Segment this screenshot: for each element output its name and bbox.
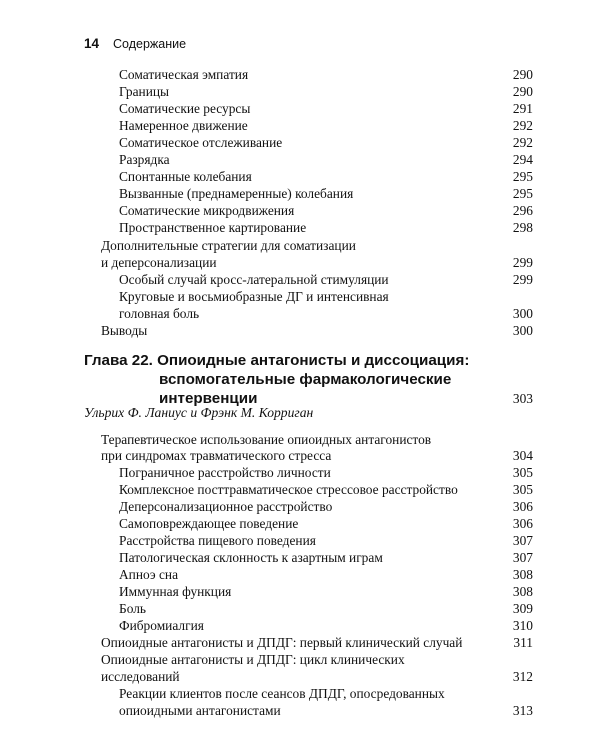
toc-entry-page: 305: [512, 482, 533, 497]
toc-entry-page: 312: [512, 669, 533, 684]
toc-entry-text: Намеренное движение: [119, 118, 248, 133]
chapter-authors: Ульрих Ф. Ланиус и Фрэнк М. Корриган: [84, 405, 314, 420]
toc-entry-page: 308: [512, 584, 533, 599]
toc-entry-page: 300: [512, 323, 533, 338]
toc-entry-page: 307: [512, 550, 533, 565]
toc-entry-text: Разрядка: [119, 152, 170, 167]
toc-entry-text: Границы: [119, 84, 170, 99]
toc-entry-text: Иммунная функция: [119, 584, 232, 599]
toc-entry-page: 299: [512, 272, 533, 287]
toc-entry-page: 308: [512, 567, 533, 582]
toc-entry-page: 309: [512, 601, 533, 616]
toc-entry-page: 295: [512, 186, 533, 201]
toc-entry-text: Соматическое отслеживание: [119, 135, 283, 150]
toc-entry-page: 290: [512, 67, 533, 82]
toc-entry-text: Апноэ сна: [119, 567, 179, 582]
page-number: 14: [84, 36, 100, 51]
chapter-title-line-1: Глава 22. Опиоидные антагонисты и диссоциация:: [84, 352, 470, 369]
toc-entry-page: 291: [512, 101, 533, 116]
running-title: Содержание: [113, 37, 187, 51]
toc-entry-page: 290: [512, 84, 533, 99]
toc-entry-page: 306: [512, 499, 533, 514]
toc-entry-text: Выводы: [101, 323, 148, 338]
toc-entry-page: 310: [512, 618, 533, 633]
toc-entry-text: Боль: [119, 601, 146, 616]
toc-entry-text: Фибромиалгия: [119, 618, 204, 633]
toc-entry-text: Особый случай кросс-латеральной стимуляции: [119, 272, 389, 287]
toc-entry-text: Деперсонализационное расстройство: [119, 499, 333, 514]
toc-entry-text: Круговые и восьмиобразные ДГ и интенсивная: [119, 289, 389, 304]
toc-entry-text: Реакции клиентов после сеансов ДПДГ, опосредованных: [119, 686, 445, 701]
chapter-title-line-3: интервенции: [159, 390, 258, 407]
toc-entry-text: Терапевтическое использование опиоидных антагонистов: [101, 432, 432, 447]
toc-entry-text: головная боль: [119, 306, 200, 321]
toc-entry-text: Вызванные (преднамеренные) колебания: [119, 186, 354, 201]
chapter-page: 303: [512, 391, 533, 406]
toc-entry-text: Соматические ресурсы: [119, 101, 251, 116]
toc-entry-text: Спонтанные колебания: [119, 169, 252, 184]
toc-entry-page: 295: [512, 169, 533, 184]
toc-entry-text: и деперсонализации: [101, 255, 217, 270]
toc-entry-text: исследований: [101, 669, 180, 684]
toc-entry-text: Самоповреждающее поведение: [119, 516, 299, 531]
toc-entry-text: Соматические микродвижения: [119, 203, 295, 218]
toc-entry-page: 296: [512, 203, 533, 218]
toc-entry-text: Опиоидные антагонисты и ДПДГ: первый клинический случай: [101, 635, 463, 650]
toc-entry-page: 305: [512, 465, 533, 480]
toc-entry-text: Опиоидные антагонисты и ДПДГ: цикл клинических: [101, 652, 405, 667]
toc-entry-page: 292: [512, 135, 533, 150]
toc-entry-text: Соматическая эмпатия: [119, 67, 249, 82]
toc-entry-page: 304: [512, 448, 533, 463]
toc-entry-text: Расстройства пищевого поведения: [119, 533, 316, 548]
toc-entry-text: при синдромах травматического стресса: [101, 448, 332, 463]
toc-entry-page: 298: [512, 220, 533, 235]
toc-entry-text: Патологическая склонность к азартным играм: [119, 550, 383, 565]
toc-entry-text: Пограничное расстройство личности: [119, 465, 331, 480]
toc-entry-page: 294: [512, 152, 533, 167]
toc-entry-text: Дополнительные стратегии для соматизации: [101, 238, 356, 253]
chapter-title-line-2: вспомогательные фармакологические: [159, 371, 452, 388]
toc-entry-text: опиоидными антагонистами: [119, 703, 281, 718]
toc-entry-page: 306: [512, 516, 533, 531]
running-header: [84, 36, 186, 51]
toc-entry-page: 311: [513, 635, 533, 650]
toc-entry-page: 307: [512, 533, 533, 548]
toc-entry-page: 313: [512, 703, 533, 718]
toc-entry-page: 292: [512, 118, 533, 133]
toc-entry-text: Комплексное посттравматическое стрессовое расстройство: [119, 482, 458, 497]
toc-entry-page: 299: [512, 255, 533, 270]
toc-entry-page: 300: [512, 306, 533, 321]
toc-entry-text: Пространственное картирование: [119, 220, 307, 235]
